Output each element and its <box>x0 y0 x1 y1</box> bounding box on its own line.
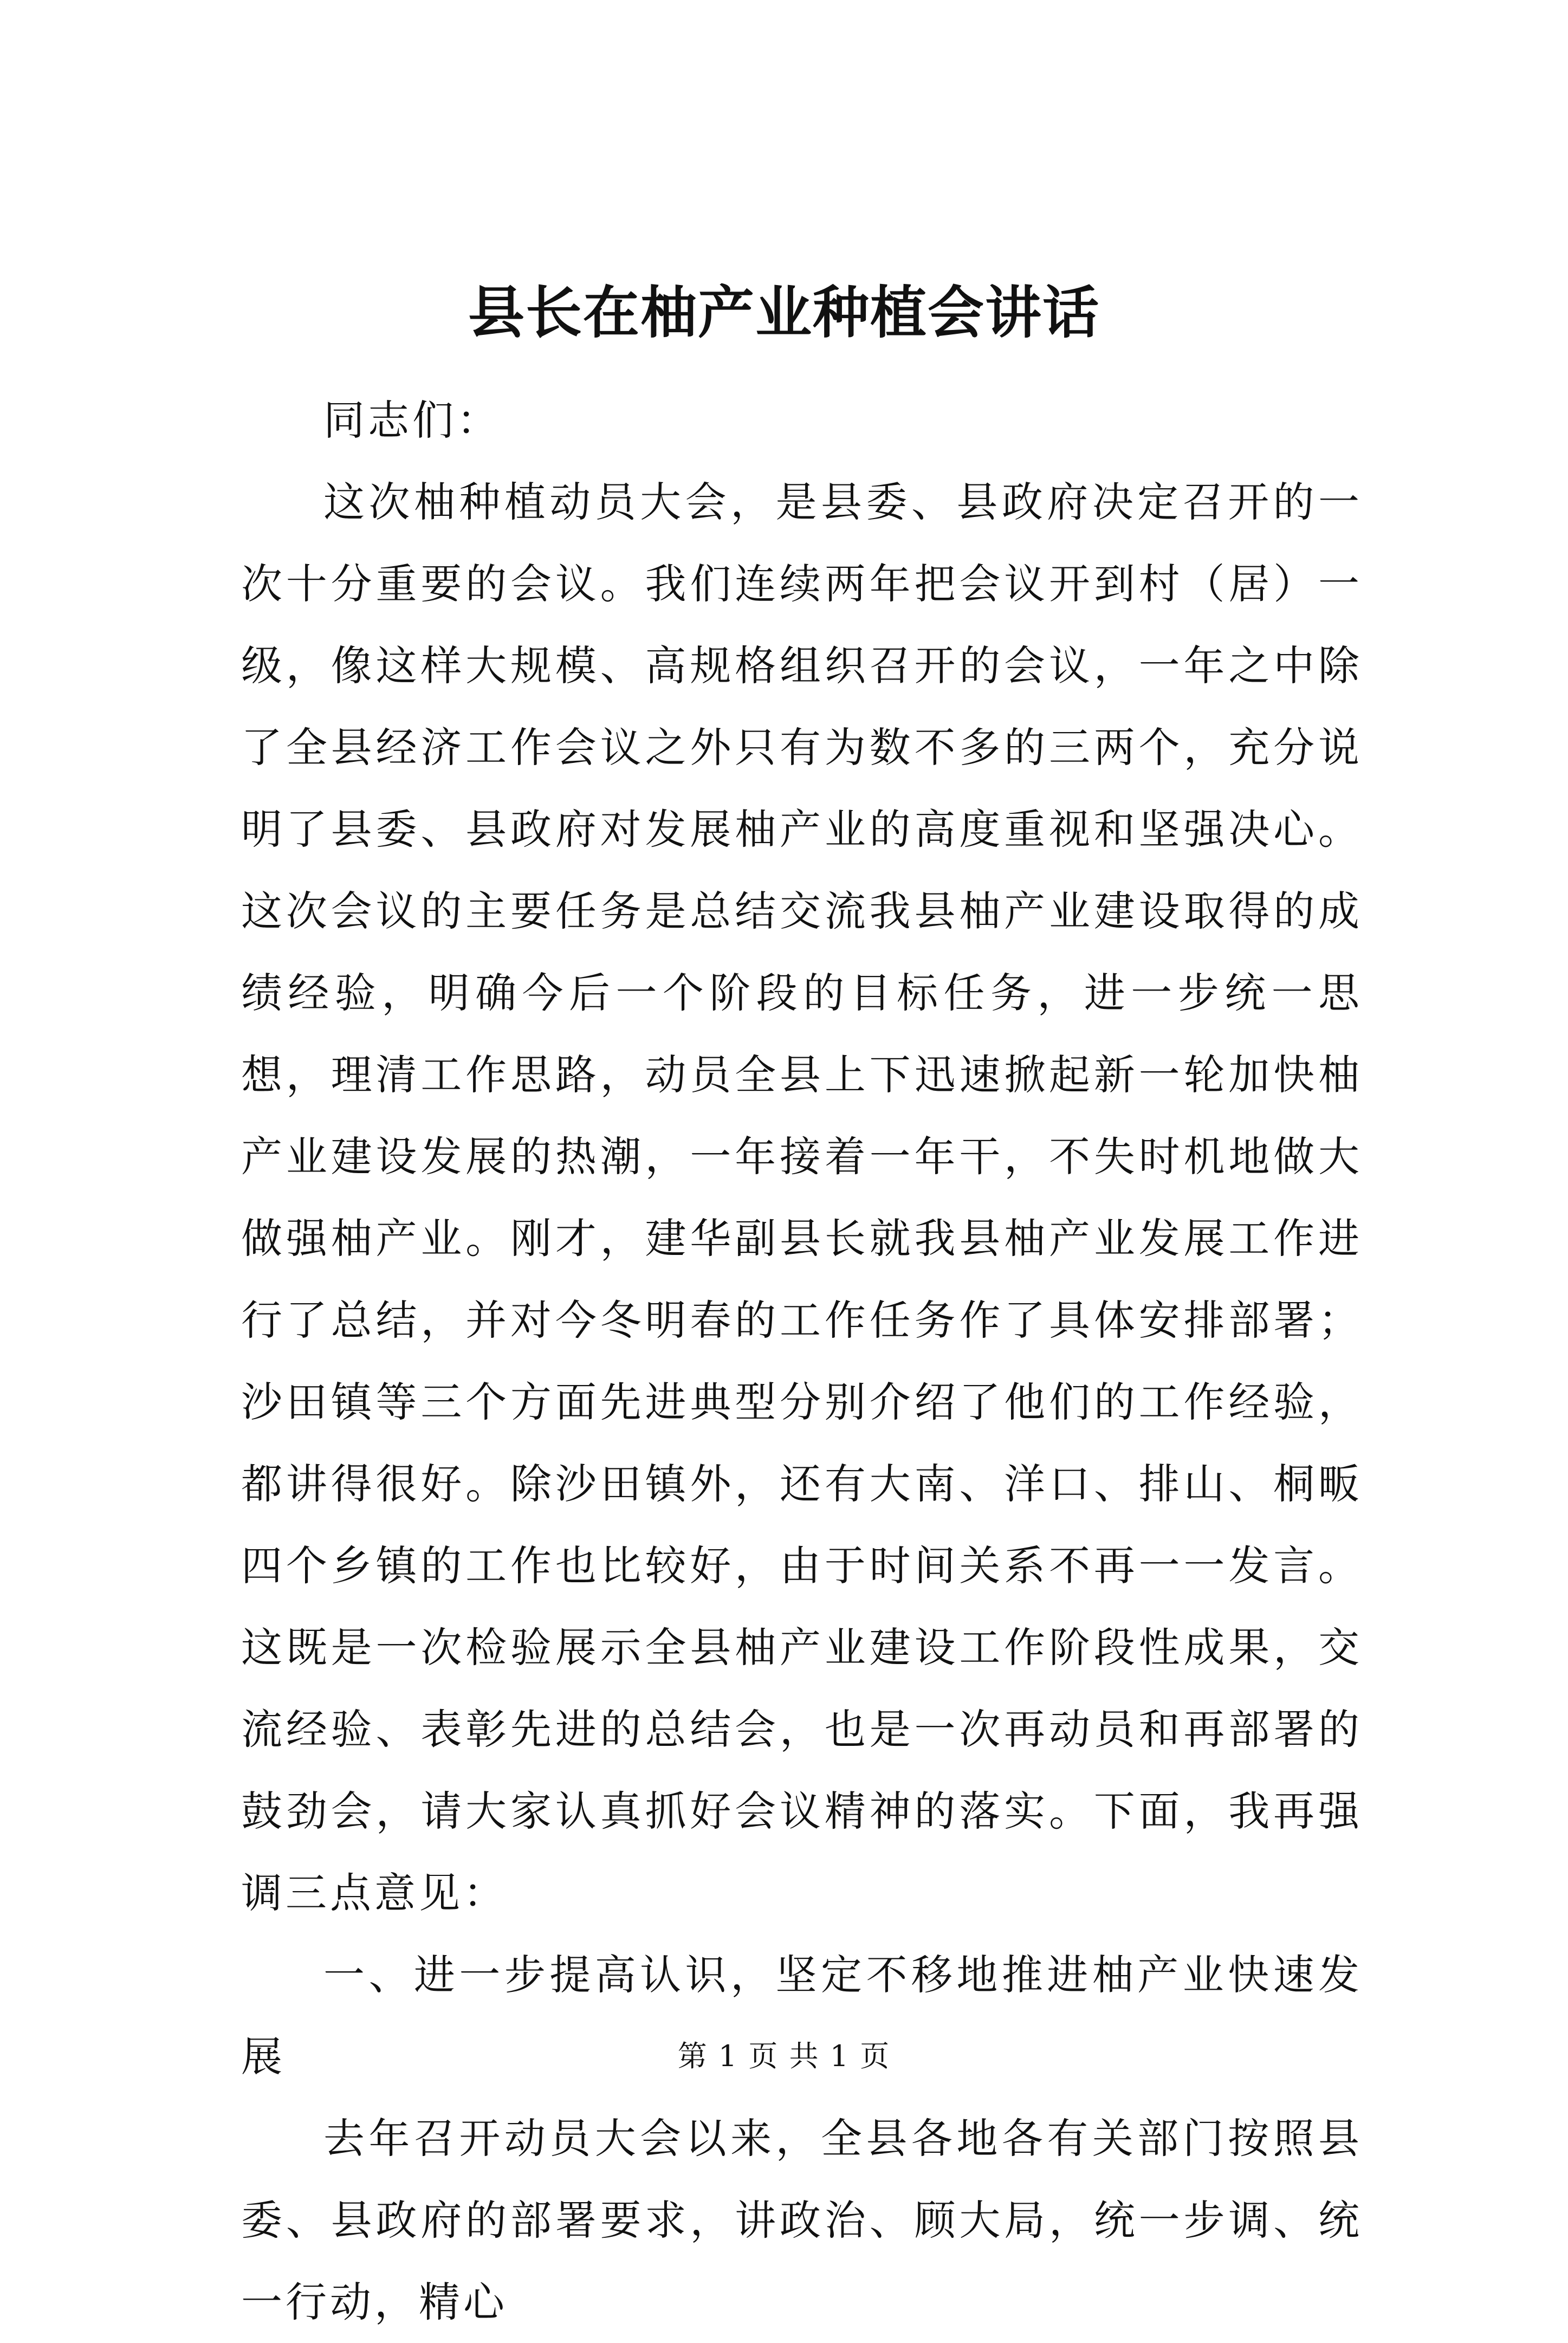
paragraph-intro: 这次柚种植动员大会，是县委、县政府决定召开的一次十分重要的会议。我们连续两年把会议开到村（居）一级，像这样大规模、高规格组织召开的会议，一年之中除了全县经济工作会议之外只有为数不多的三两个，充分说明了县委、县政府对发展柚产业的高度重视和坚强决心。这次会议的主要任务是总结交流我县柚产业建设取得的成绩经验，明确今后一个阶段的目标任务，进一步统一思想，理清工作思路，动员全县上下迅速掀起新一轮加快柚产业建设发展的热潮，一年接着一年干，不失时机地做大做强柚产业。刚才，建华副县长就我县柚产业发展工作进行了总结，并对今冬明春的工作任务作了具体安排部署；沙田镇等三个方面先进典型分别介绍了他们的工作经验，都讲得很好。除沙田镇外，还有大南、洋口、排山、桐畈四个乡镇的工作也比较好，由于时间关系不再一一发言。这既是一次检验展示全县柚产业建设工作阶段性成果，交流经验、表彰先进的总结会，也是一次再动员和再部署的鼓劲会，请大家认真抓好会议精神的落实。下面，我再强调三点意见： <box>241 478 1363 1917</box>
section-heading-1: 一、进一步提高认识，坚定不移地推进柚产业快速发展 <box>241 1951 1363 2081</box>
document-title: 县长在柚产业种植会讲话 <box>468 279 1100 346</box>
paragraph-section-1: 去年召开动员大会以来，全县各地各有关部门按照县委、县政府的部署要求，讲政治、顾大局，统一步调、统一行动，精心 <box>241 2114 1363 2326</box>
page-footer: 第 1 页 共 1 页 <box>677 2039 891 2073</box>
salutation: 同志们： <box>323 396 501 444</box>
